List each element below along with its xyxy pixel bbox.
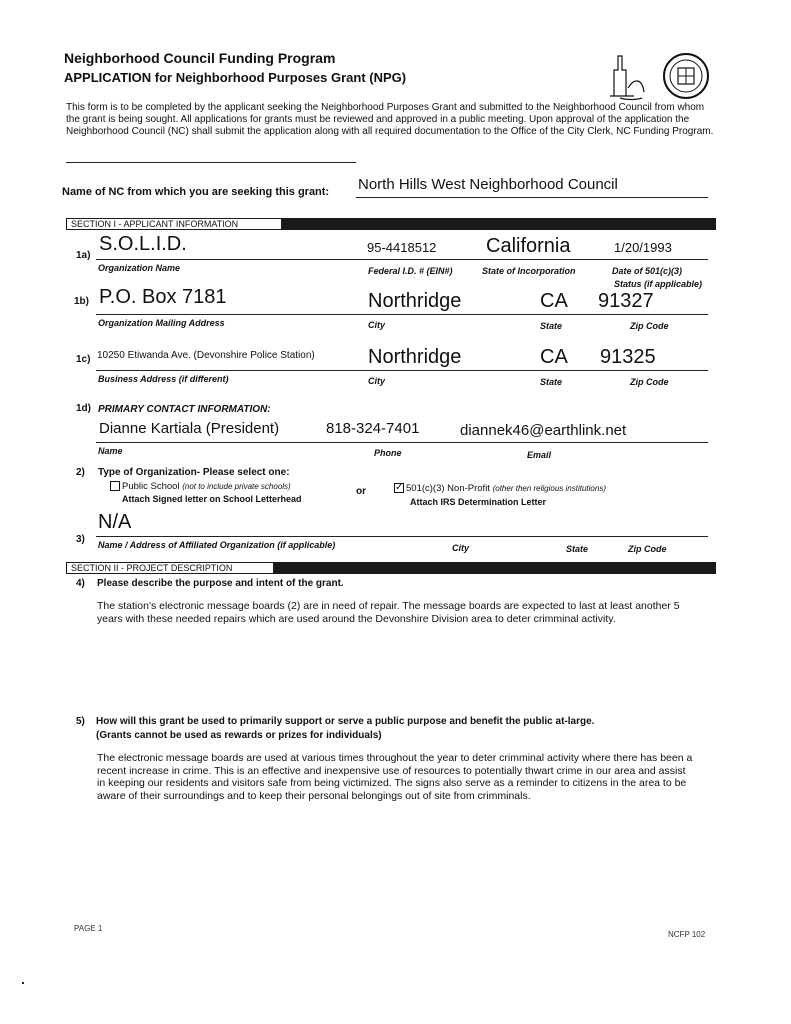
ein-field[interactable]: 95-4418512	[367, 240, 437, 255]
mailing-address-field[interactable]: P.O. Box 7181	[99, 286, 227, 308]
business-zip-field[interactable]: 91325	[600, 346, 656, 368]
nc-name-field[interactable]: North Hills West Neighborhood Council	[358, 176, 618, 193]
section-1-bar	[66, 218, 716, 230]
mailing-state-field[interactable]: CA	[540, 290, 568, 312]
contact-email-field[interactable]: diannek46@earthlink.net	[460, 422, 627, 439]
q5-question: How will this grant be used to primarily support or serve a public purpose and benefit the public at-large.	[96, 716, 595, 727]
program-title: Neighborhood Council Funding Program	[64, 50, 336, 66]
q5-subtext: (Grants cannot be used as rewards or prizes for individuals)	[96, 730, 382, 741]
city-hall-logo-icon	[606, 48, 714, 104]
city-seal-icon	[664, 54, 708, 98]
divider	[66, 162, 356, 163]
section-1-label: SECTION I - APPLICANT INFORMATION	[66, 218, 282, 230]
scan-speck	[22, 982, 24, 984]
form-title: APPLICATION for Neighborhood Purposes Grant (NPG)	[64, 70, 407, 85]
mailing-city-field[interactable]: Northridge	[368, 290, 462, 312]
contact-phone-field[interactable]: 818-324-7401	[326, 420, 420, 437]
q4-question: Please describe the purpose and intent of the grant.	[97, 578, 344, 589]
q4-answer[interactable]: The station's electronic message boards (2) are in need of repair. The message boards are expected to last at least another 5 years with these needed repairs which are used around the Devonshire Division area to deter crimminal activity.	[97, 600, 680, 625]
form-code: NCFP 102	[668, 930, 706, 939]
page-number: PAGE 1	[74, 924, 103, 933]
date-501-field[interactable]: 1/20/1993	[614, 240, 672, 255]
city-seals	[606, 48, 714, 104]
nonprofit-checkbox[interactable]: ✓	[395, 482, 404, 494]
org-name-field[interactable]: S.O.L.I.D.	[99, 233, 187, 255]
mailing-zip-field[interactable]: 91327	[598, 290, 654, 312]
option-public-school[interactable]: Public School (not to include private schools)	[110, 481, 291, 492]
state-of-incorporation-field[interactable]: California	[486, 235, 571, 257]
public-school-checkbox[interactable]	[110, 481, 120, 491]
contact-name-field[interactable]: Dianne Kartiala (President)	[99, 420, 280, 437]
q5-answer[interactable]: The electronic message boards are used at various times throughout the year to deter crimminal activity where there has been a recent increase in crime. This is an effective and inexpensive use of resources to potentially thwart crime in our area and assist in keeping our residents and visitors safe from being victimized. The signs also serve as a reminder to citizens in the area to be aware of their surroundings and to keep their personal belongings out of site from crimminals.	[97, 752, 693, 802]
business-address-field[interactable]: 10250 Etiwanda Ave. (Devonshire Police Station)	[97, 350, 315, 361]
option-501c3[interactable]: ✓ 501(c)(3) Non-Profit (other then religious institutions)	[395, 482, 606, 494]
business-state-field[interactable]: CA	[540, 346, 568, 368]
affiliated-org-field[interactable]: N/A	[98, 511, 132, 533]
business-city-field[interactable]: Northridge	[368, 346, 462, 368]
nc-name-label: Name of NC from which you are seeking this grant:	[62, 186, 330, 198]
section-2-label: SECTION II - PROJECT DESCRIPTION	[66, 562, 274, 574]
section-2-bar	[66, 562, 716, 574]
intro-text: This form is to be completed by the applicant seeking the Neighborhood Purposes Grant and submitted to the Neighborhood Council from whom the grant is being sought. All applications for grants must be reviewed and approved in a public meeting. Upon approval of the application the Neighborhood Council (NC) shall submit the application along with all required documentation to the Office of the City Clerk, NC Funding Program.	[66, 102, 714, 137]
